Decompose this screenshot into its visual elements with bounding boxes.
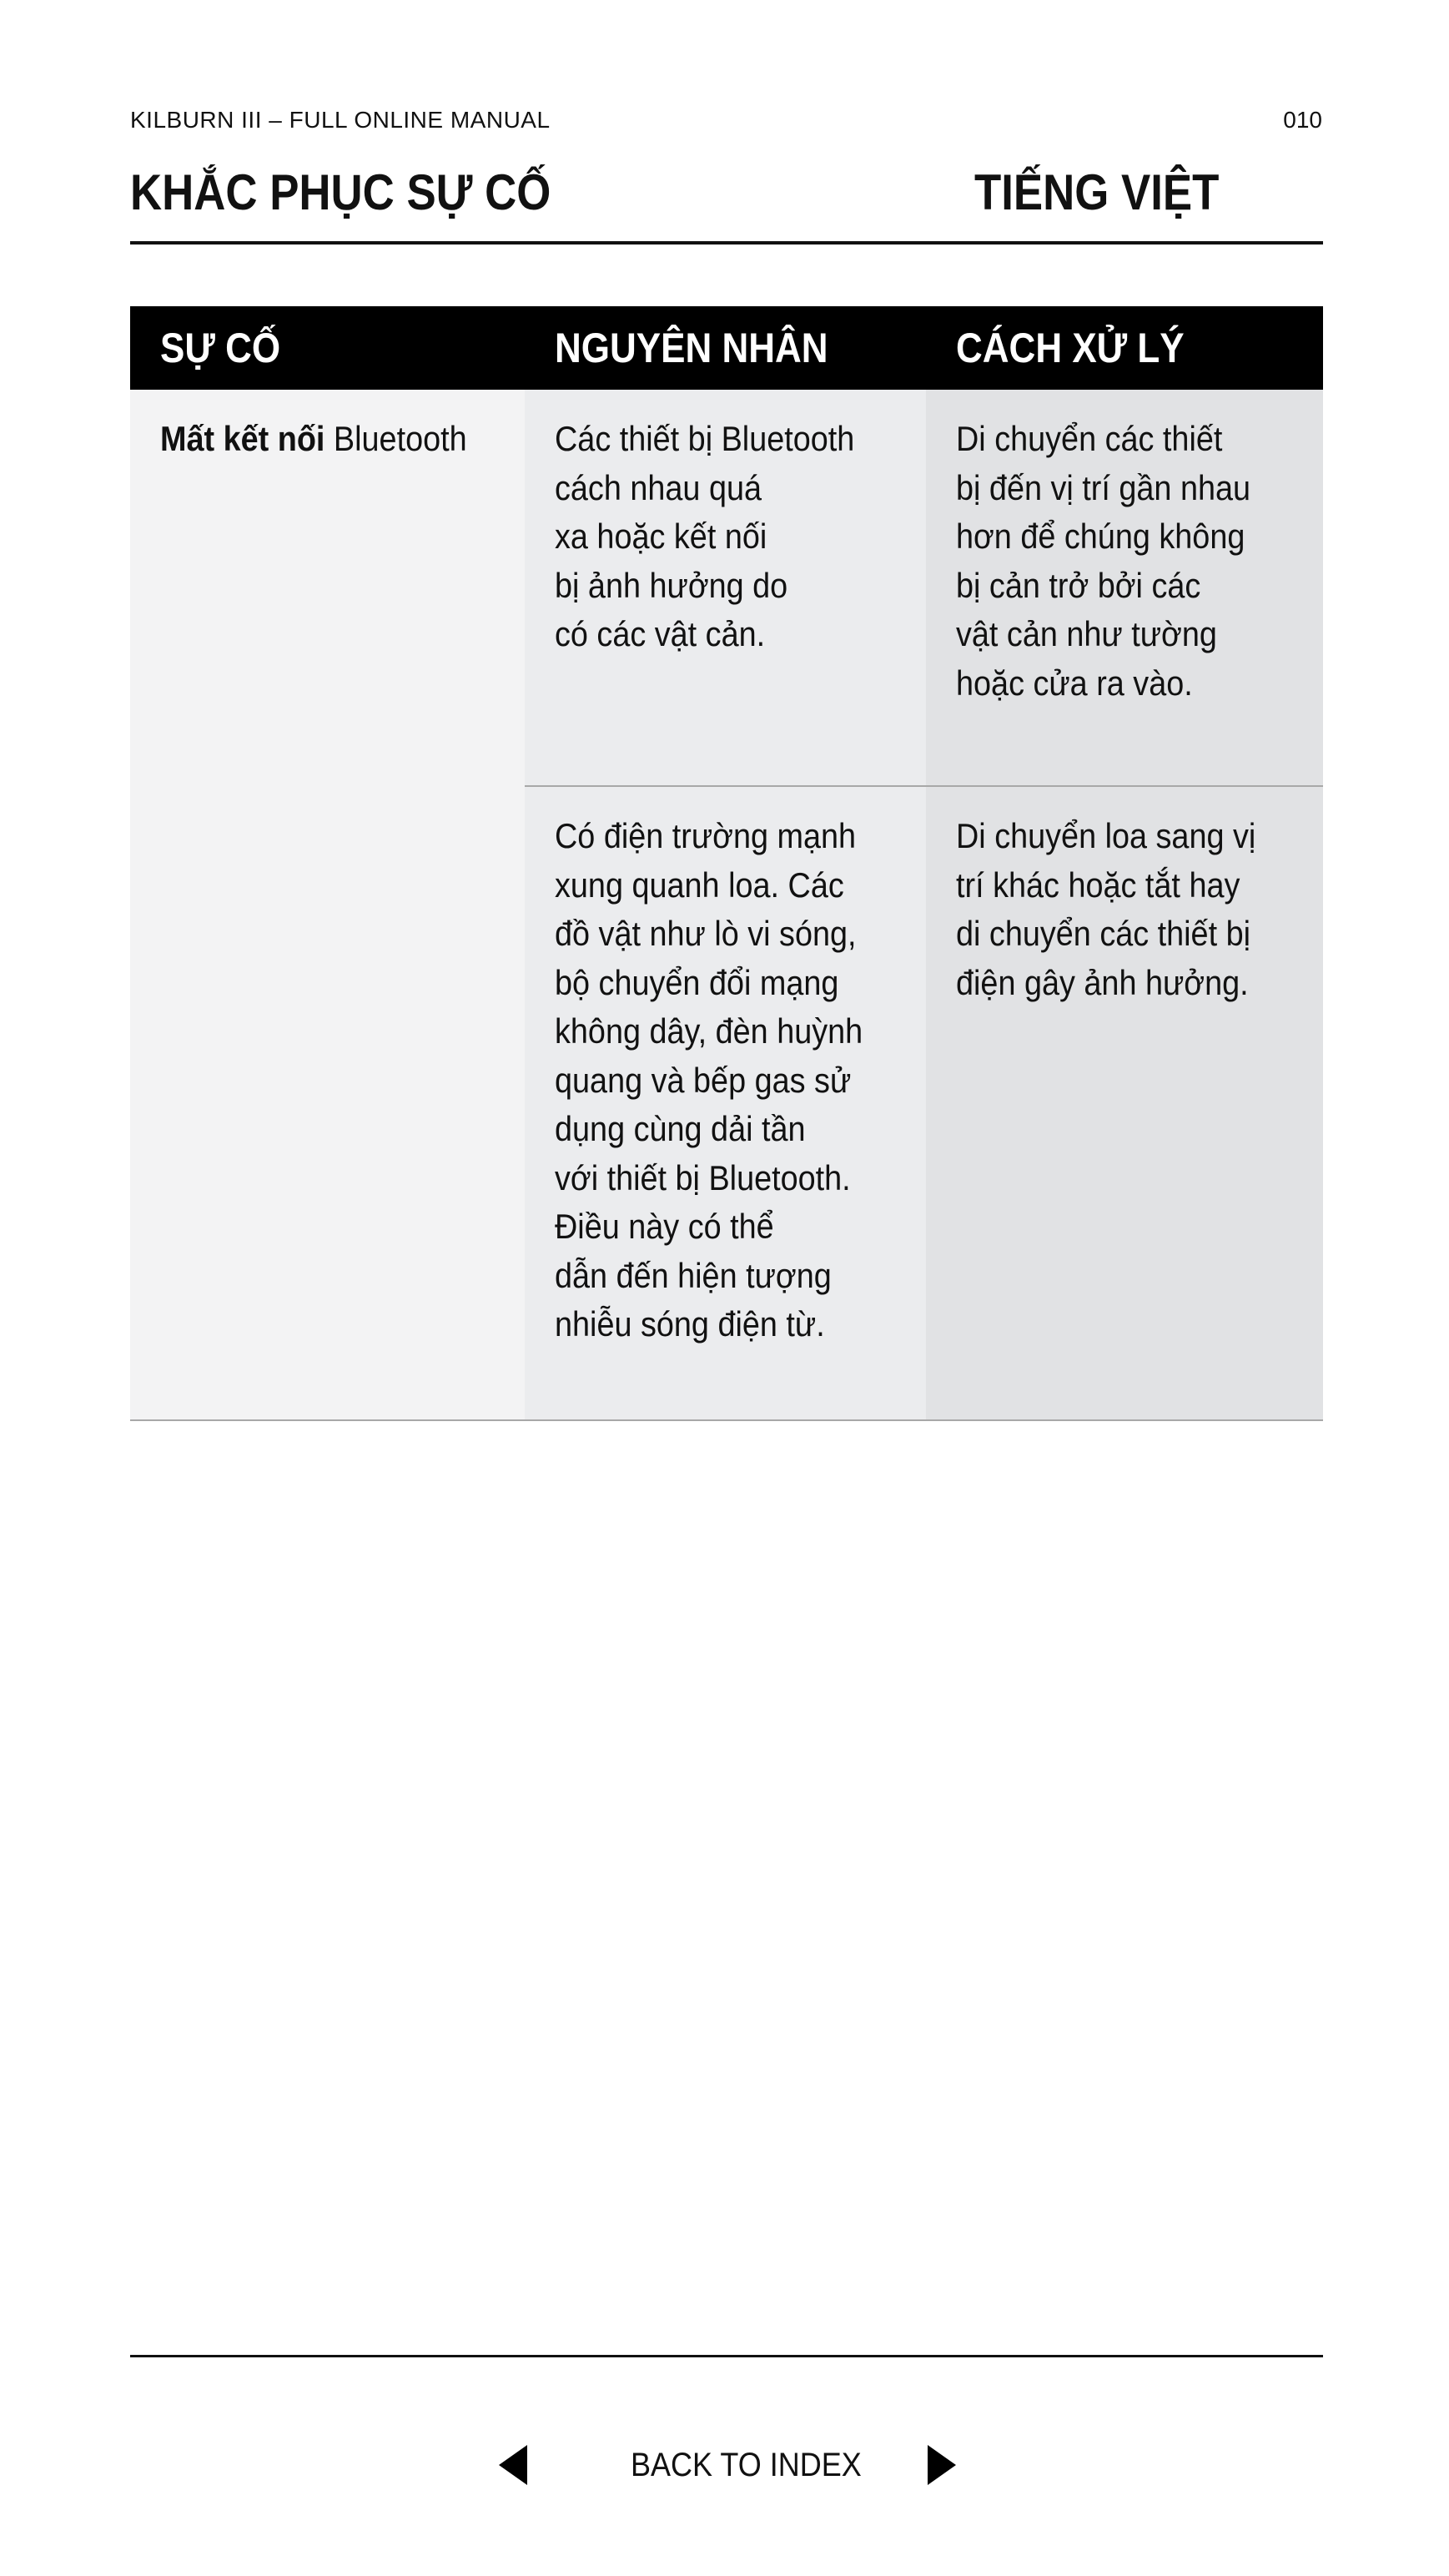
footer-divider	[130, 2355, 1323, 2357]
next-page-icon[interactable]	[928, 2445, 956, 2485]
page-number: 010	[1283, 107, 1322, 133]
issue-cell	[130, 390, 525, 1421]
cause-cell: Các thiết bị Bluetooth cách nhau quá xa hoặc kết nối bị ảnh hưởng do có các vật cản.	[525, 390, 926, 785]
footer-navigation	[0, 2445, 1449, 2495]
manual-title: KILBURN III – FULL ONLINE MANUAL	[130, 107, 551, 133]
table-body	[130, 390, 1323, 1421]
table-row	[525, 390, 1323, 787]
table-header	[130, 306, 1323, 390]
header-divider	[130, 241, 1323, 244]
solution-cell: Di chuyển loa sang vị trí khác hoặc tắt hay di chuyển các thiết bị điện gây ảnh hưởng.	[926, 787, 1323, 1419]
back-to-index-link[interactable]: BACK TO INDEX	[631, 2447, 862, 2483]
issue-bold-text: Mất kết nối	[160, 419, 325, 458]
issue-regular-text: Bluetooth	[325, 419, 467, 458]
column-header-solution: CÁCH XỬ LÝ	[956, 325, 1185, 371]
table-row	[525, 787, 1323, 1421]
cause-cell: Có điện trường mạnh xung quanh loa. Các đồ vật như lò vi sóng, bộ chuyển đổi mạng không dây, đèn huỳnh quang và bếp gas sử dụng cùng dải tần với thiết bị Bluetooth. Điều này có thể dẫn đến hiện tượng nhiễu sóng điện từ.	[525, 787, 926, 1419]
language-label: TIẾNG VIỆT	[974, 164, 1220, 220]
solution-cell: Di chuyển các thiết bị đến vị trí gần nhau hơn để chúng không bị cản trở bởi các vật cản như tường hoặc cửa ra vào.	[926, 390, 1323, 785]
column-header-cause: NGUYÊN NHÂN	[555, 325, 828, 371]
previous-page-icon[interactable]	[499, 2445, 527, 2485]
section-title: KHẮC PHỤC SỰ CỐ	[130, 164, 551, 220]
column-header-issue: SỰ CỐ	[160, 325, 281, 371]
troubleshooting-table	[130, 306, 1323, 1421]
